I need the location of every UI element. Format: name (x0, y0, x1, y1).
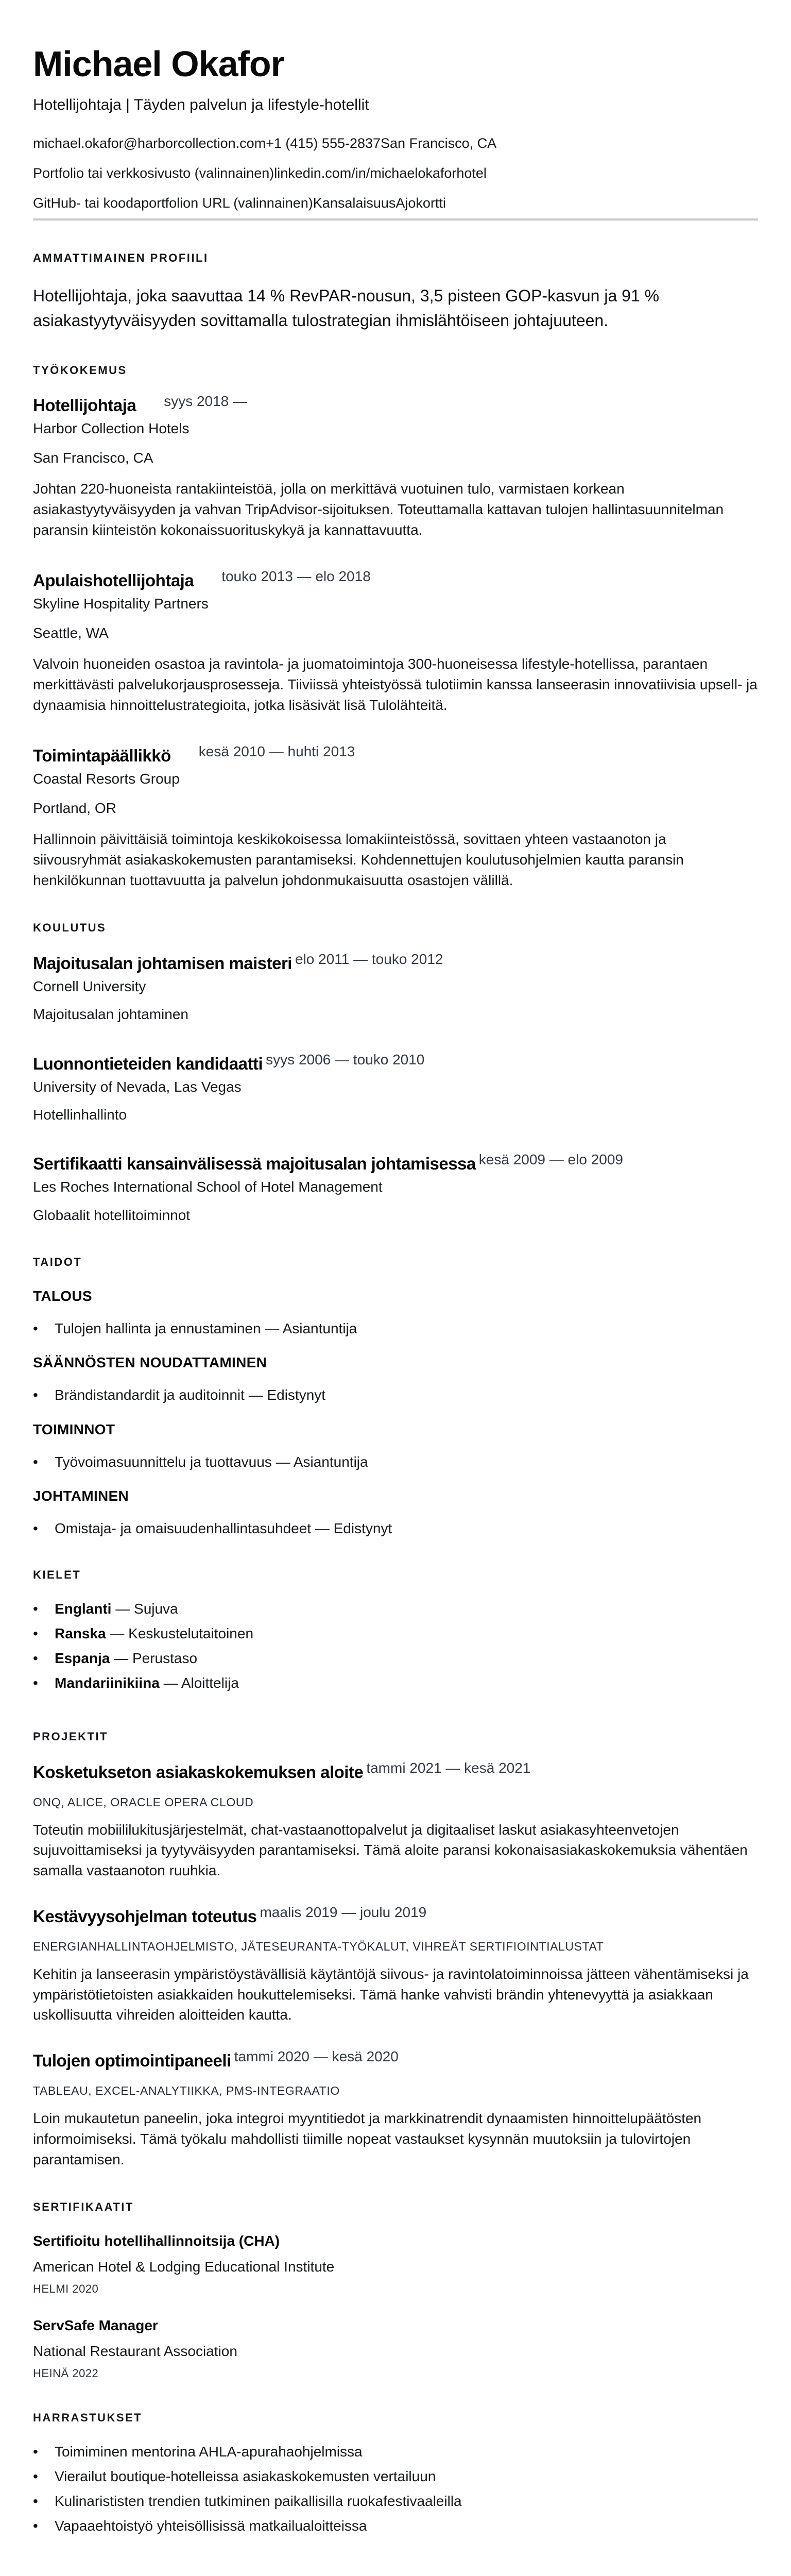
education-entry (33, 1051, 758, 1125)
skill-group (33, 1288, 758, 1337)
language-level: — Keskustelutaitoinen (106, 1625, 254, 1642)
email-link[interactable]: michael.okafor@harborcollection.com (33, 135, 266, 151)
company-name: Skyline Hospitality Partners (33, 596, 209, 612)
job-dates: kesä 2010 — huhti 2013 (198, 743, 355, 760)
project-technologies: ENERGIANHALLINTAOHJELMISTO, JÄTESEURANTA-TYÖKALUT, VIHREÄT SERTIFIOINTIALUSTAT (33, 1939, 604, 1953)
language-level: — Aloittelija (159, 1675, 239, 1691)
interest-item: • Vapaaehtoistyö yhteisöllisissä matkailualoitteissa (33, 2517, 758, 2542)
skill-group (33, 1354, 758, 1404)
job-title: Apulaishotellijohtaja (33, 571, 194, 590)
project-description: Toteutin mobiililukitusjärjestelmät, chat-vastaanottopalvelut ja digitaaliset laskut asiakasyhteenvetojen sujuvoittamiseksi ja tyytyväisyyden parantamiseksi. Tämä aloite paransi kokonaisasiakaskokemuksia vähentäen samalla vastaanoton ruuhkia. (33, 1821, 748, 1879)
project-description: Kehitin ja lanseerasin ympäristöystävällisiä käytäntöjä siivous- ja ravintolatoiminnoissa jätteen vähentämiseksi ja ympäristötietoisten asiakkaiden houkuttelemiseksi. Tämä hanke vahvisti brändin yhtenevyyttä ja asiakkaan uskollisuutta vihreiden aloitteiden kautta. (33, 1965, 749, 2023)
school-name: Cornell University (33, 978, 146, 994)
section-title: HARRASTUKSET (33, 2411, 143, 2424)
job-location: Portland, OR (33, 800, 116, 816)
job-description: Valvoin huoneiden osastoa ja ravintola- ja juomatoimintoja 300-huoneisessa lifestyle-hotellissa, parantaen merkittävästi palvelukorjausprosesseja. Tiiviissä yhteistyössä tulotiimin kanssa lanseerasin innovatiivisia upsell- ja dynaamisia hinnoittelustrategioita, jotka lisäsivät lisä Tulolähteitä. (33, 656, 758, 713)
education-dates: elo 2011 — touko 2012 (295, 951, 443, 967)
company-name: Harbor Collection Hotels (33, 420, 190, 437)
candidate-name: Michael Okafor (33, 44, 284, 84)
job-description: Johtan 220-huoneista rantakiinteistöä, jolla on merkittävä vuotuinen tulo, varmistaen korkean asiakastyytyväisyyden ja vahvan TripAdvisor-sijoituksen. Toteuttamalla kattavan tulojen hallintasuunnitelman paransin kiinteistön kokonaissuorituskykyä ja kannattavuutta. (33, 481, 724, 538)
language-item (33, 1650, 758, 1674)
field-of-study: Globaalit hotellitoiminnot (33, 1207, 191, 1223)
project-entry (33, 1759, 758, 1881)
degree-name: Sertifikaatti kansainvälisessä majoitusalan johtamisessa (33, 1154, 476, 1174)
language-level: — Perustaso (110, 1650, 198, 1667)
certification-entry (33, 2317, 758, 2380)
project-dates: maalis 2019 — joulu 2019 (260, 1904, 427, 1920)
skill-category: JOHTAMINEN (33, 1488, 129, 1504)
contact-line-2 (33, 165, 758, 195)
project-dates: tammi 2020 — kesä 2020 (234, 2048, 399, 2065)
skill-group (33, 1421, 758, 1471)
job-location: San Francisco, CA (33, 449, 153, 466)
job-location: Seattle, WA (33, 624, 109, 641)
skill-item: • Brändistandardit ja auditoinnit — Edistynyt (33, 1386, 758, 1404)
phone-number[interactable]: +1 (415) 555-2837 (266, 135, 381, 151)
contact-info (33, 135, 758, 225)
school-name: University of Nevada, Las Vegas (33, 1078, 242, 1095)
education-section (33, 921, 758, 1225)
job-description: Hallinnoin päivittäisiä toimintoja keskikokoisessa lomakiinteistössä, sovittaen yhteen vastaanoton ja siivousryhmät asiakaskokemusten parantamiseksi. Kohdennettujen koulutusohjelmien kautta paransin henkilökunnan tuottavuutta ja palvelun johdonmukaisuutta osastojen välillä. (33, 831, 684, 888)
header-divider (33, 218, 758, 221)
job-dates: syys 2018 — (164, 393, 248, 410)
project-name: Kestävyysohjelman toteutus (33, 1906, 257, 1926)
section-title: PROJEKTIT (33, 1730, 108, 1743)
projects-section (33, 1730, 758, 2170)
profile-section (33, 251, 758, 333)
skill-item: • Omistaja- ja omaisuudenhallintasuhdeet — Edistynyt (33, 1520, 758, 1537)
section-title: TAIDOT (33, 1256, 82, 1269)
field-of-study: Hotellinhallinto (33, 1106, 127, 1123)
language-item (33, 1600, 758, 1625)
certification-name: ServSafe Manager (33, 2317, 158, 2333)
experience-entry (33, 743, 758, 890)
field-of-study: Majoitusalan johtaminen (33, 1006, 188, 1023)
contact-line-1 (33, 135, 758, 165)
job-title: Toimintapäällikkö (33, 746, 171, 766)
project-name: Kosketukseton asiakaskokemuksen aloite (33, 1762, 364, 1782)
experience-section (33, 364, 758, 890)
language-name: Ranska (55, 1625, 106, 1642)
location: San Francisco, CA (381, 135, 497, 151)
language-item (33, 1674, 758, 1699)
github-link[interactable]: GitHub- tai koodaportfolion URL (valinnainen) (33, 195, 313, 211)
section-title: KOULUTUS (33, 921, 107, 935)
certifications-section (33, 2200, 758, 2380)
skills-section (33, 1256, 758, 1537)
certification-issuer: National Restaurant Association (33, 2343, 237, 2359)
interest-item: • Vierailut boutique-hotelleissa asiakaskokemusten vertailuun (33, 2468, 758, 2493)
language-name: Espanja (55, 1650, 110, 1667)
education-entry (33, 951, 758, 1024)
skill-item: • Työvoimasuunnittelu ja tuottavuus — Asiantuntija (33, 1453, 758, 1471)
interest-item: • Toimiminen mentorina AHLA-apurahaohjelmissa (33, 2443, 758, 2468)
project-name: Tulojen optimointipaneeli (33, 2051, 231, 2071)
certification-date: HEINÄ 2022 (33, 2366, 99, 2380)
section-title: TYÖKOKEMUS (33, 363, 127, 377)
interest-item: • Kulinarististen trendien tutkiminen paikallisilla ruokafestivaaleilla (33, 2493, 758, 2517)
project-entry (33, 2048, 758, 2170)
degree-name: Luonnontieteiden kandidaatti (33, 1054, 263, 1073)
project-technologies: ONQ, ALICE, ORACLE OPERA CLOUD (33, 1795, 254, 1809)
linkedin-link[interactable]: linkedin.com/in/michaelokaforhotel (274, 165, 487, 181)
certification-date: HELMI 2020 (33, 2282, 99, 2295)
project-dates: tammi 2021 — kesä 2021 (366, 1759, 531, 1776)
experience-entry (33, 393, 758, 540)
section-title: SERTIFIKAATIT (33, 2200, 134, 2214)
certification-name: Sertifioitu hotellihallinnoitsija (CHA) (33, 2232, 280, 2249)
skill-group (33, 1488, 758, 1537)
profile-summary: Hotellijohtaja, joka saavuttaa 14 % RevPAR-nousun, 3,5 pisteen GOP-kasvun ja 91 % asiakastyytyväisyyden sovittamalla tulostrategian ihmislähtöiseen johtajuuteen. (33, 286, 660, 330)
section-title: KIELET (33, 1568, 81, 1581)
project-entry (33, 1904, 758, 2025)
language-name: Englanti (55, 1601, 112, 1617)
language-level: — Sujuva (111, 1601, 178, 1617)
degree-name: Majoitusalan johtamisen maisteri (33, 953, 292, 973)
project-technologies: TABLEAU, EXCEL-ANALYTIIKKA, PMS-INTEGRAATIO (33, 2084, 340, 2098)
candidate-headline: Hotellijohtaja | Täyden palvelun ja lifestyle-hotellit (33, 96, 369, 113)
project-description: Loin mukautetun paneelin, joka integroi myyntitiedot ja markkinatrendit dynaamisten hinnoittelupäätösten informoimiseksi. Tämä työkalu mahdollisti tiimille nopeat vastaukset kysynnän muutoksiin ja tulovirtojen parantamisen. (33, 2110, 702, 2167)
education-dates: kesä 2009 — elo 2009 (478, 1151, 623, 1168)
section-title: AMMATTIMAINEN PROFIILI (33, 251, 209, 264)
experience-entry (33, 568, 758, 715)
job-dates: touko 2013 — elo 2018 (221, 568, 371, 585)
portfolio-link[interactable]: Portfolio tai verkkosivusto (valinnainen) (33, 165, 274, 181)
language-name: Mandariinikiina (55, 1675, 160, 1691)
certification-entry (33, 2233, 758, 2296)
language-item (33, 1625, 758, 1650)
education-dates: syys 2006 — touko 2010 (266, 1051, 425, 1067)
skill-category: TOIMINNOT (33, 1421, 115, 1437)
citizenship: Kansalaisuus (313, 195, 396, 211)
company-name: Coastal Resorts Group (33, 771, 180, 787)
languages-section (33, 1568, 758, 1699)
job-title: Hotellijohtaja (33, 396, 136, 415)
certification-issuer: American Hotel & Lodging Educational Institute (33, 2258, 335, 2275)
drivers-license: Ajokortti (396, 195, 446, 211)
skill-category: TALOUS (33, 1287, 92, 1304)
education-entry (33, 1151, 758, 1225)
interests-section (33, 2411, 758, 2542)
skill-category: SÄÄNNÖSTEN NOUDATTAMINEN (33, 1354, 267, 1371)
skill-item: • Tulojen hallinta ja ennustaminen — Asiantuntija (33, 1320, 758, 1337)
school-name: Les Roches International School of Hotel Management (33, 1179, 383, 1195)
resume-header (33, 45, 758, 221)
